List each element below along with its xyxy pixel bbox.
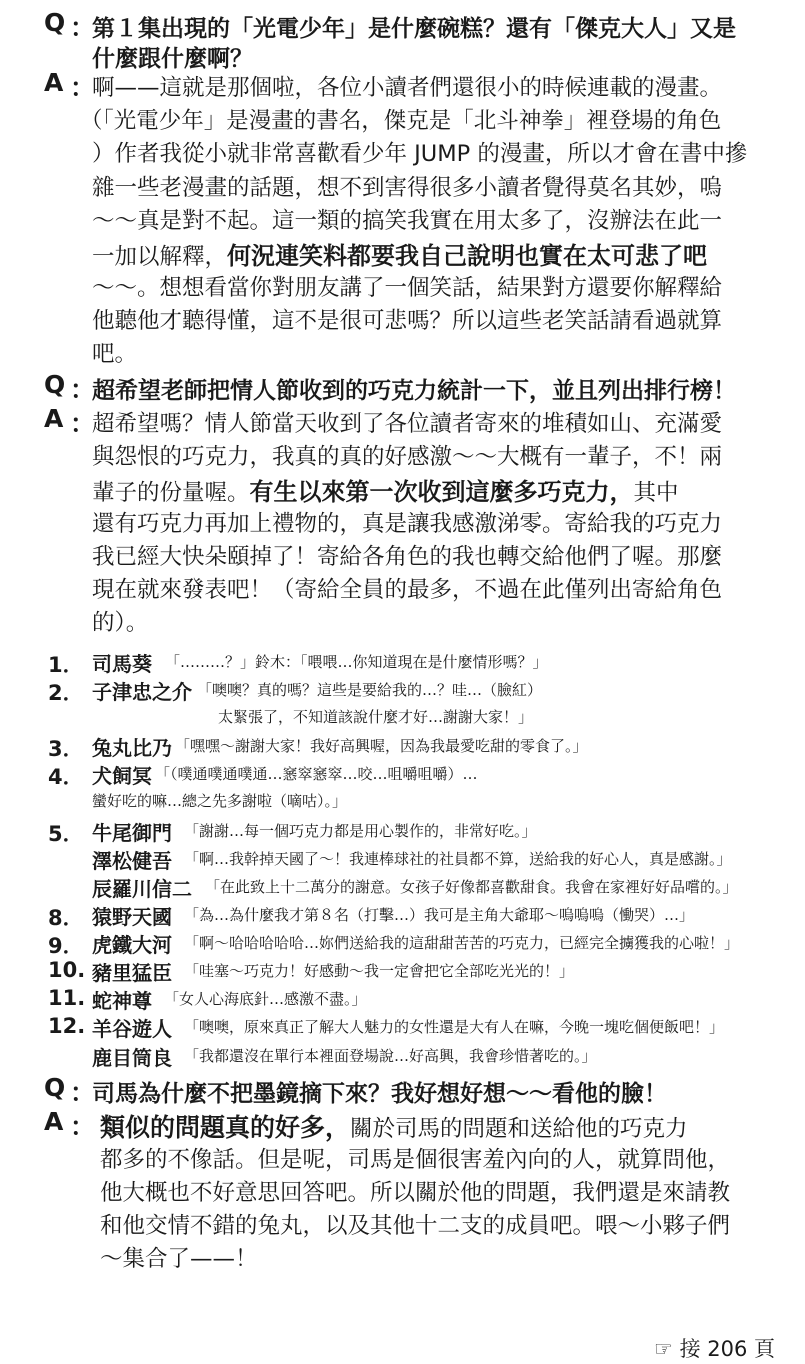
qa2-answer-emphasis: 有生以來第一次收到這麼多巧克力， xyxy=(249,478,634,506)
qa2-answer-line-5: 我已經大快朵頤掉了！寄給各角色的我也轉交給他們了喔。那麼 xyxy=(92,544,723,570)
rank-number: 3． xyxy=(48,737,84,761)
qa1-answer-line-4: 雜一些老漫畫的話題，想不到害得很多小讀者覺得莫名其妙，嗚 xyxy=(92,175,723,201)
qa2-answer-line-4: 還有巧克力再加上禮物的，真是讓我感激涕零。寄給我的巧克力 xyxy=(92,511,723,537)
qa1-answer-emphasis: 何況連笑料都要我自己說明也實在太可悲了吧 xyxy=(227,242,708,270)
rank-character-name: 鹿目筒良 xyxy=(92,1046,172,1070)
continued-on-page-text: 接 206 頁 xyxy=(679,1337,775,1361)
rank-number: 12. xyxy=(48,1014,86,1038)
rank-character-name: 辰羅川信二 xyxy=(92,877,192,901)
qa3-answer-line-2: 都多的不像話。但是呢，司馬是個很害羞內向的人，就算問他， xyxy=(100,1147,731,1173)
qa3-answer-line-5: ～集合了——！ xyxy=(100,1246,258,1272)
rank-character-name: 羊谷遊人 xyxy=(92,1017,172,1041)
qa1-answer-line-9: 吧。 xyxy=(92,341,138,367)
qa1-answer-line-6-plain: 一加以解釋， xyxy=(92,244,228,270)
qa2-answer-line-7: 的）。 xyxy=(92,610,149,636)
rank-number: 8． xyxy=(48,906,84,930)
rank-character-quote: 「哇塞～巧克力！好感動～我一定會把它全部吃光光的！」 xyxy=(184,962,575,980)
qa3-answer-line-1-plain: 關於司馬的問題和送給他的巧克力 xyxy=(350,1116,688,1142)
rank-character-name: 豬里猛臣 xyxy=(92,961,172,985)
qa1-answer-line-6 xyxy=(92,236,707,271)
qa1-answer-line-8: 他聽他才聽得懂，這不是很可悲嗎？所以這些老笑話請看過就算 xyxy=(92,308,723,334)
rank-character-quote: 「為…為什麼我才第８名（打擊…）我可是主角大爺耶～嗚嗚嗚（慟哭）…」 xyxy=(184,906,695,924)
rank-number: 2． xyxy=(48,681,84,705)
qa3-question: 司馬為什麼不把墨鏡摘下來？我好想好想～～看他的臉！ xyxy=(92,1081,667,1107)
qa1-answer-line-1: 啊——這就是那個啦，各位小讀者們還很小的時候連載的漫畫。 xyxy=(92,75,723,101)
rank-character-name: 子津忠之介 xyxy=(92,680,192,704)
qa3-answer-line-3: 他大概也不好意思回答吧。所以關於他的問題，我們還是來請教 xyxy=(100,1180,731,1206)
qa2-answer-line-6: 現在就來發表吧！（寄給全員的最多，不過在此僅列出寄給角色 xyxy=(92,577,723,603)
rank-character-quote: 「啊～哈哈哈哈哈…妳們送給我的這甜甜苦苦的巧克力，已經完全擄獲我的心啦！」 xyxy=(184,934,740,952)
qa2-question: 超希望老師把情人節收到的巧克力統計一下，並且列出排行榜！ xyxy=(92,378,736,404)
qa2-answer-line-1: 超希望嗎？情人節當天收到了各位讀者寄來的堆積如山、充滿愛 xyxy=(92,411,723,437)
qa1-answer-line-3: ）作者我從小就非常喜歡看少年 JUMP 的漫畫，所以才會在書中摻 xyxy=(92,141,748,167)
qa2-answer-line-3 xyxy=(92,472,679,507)
continued-on-page-note xyxy=(654,1333,775,1363)
rank-number: 5． xyxy=(48,822,84,846)
rank-character-quote: 「謝謝…每一個巧克力都是用心製作的，非常好吃。」 xyxy=(184,822,537,840)
rank-number: 1． xyxy=(48,653,84,677)
rank-character-quote: 「………？」鈴木：「喂喂…你知道現在是什麼情形嗎？」 xyxy=(165,653,548,671)
qa2-answer-line-3-plain: 輩子的份量喔。 xyxy=(92,480,250,506)
qa3-answer-line-1 xyxy=(100,1108,688,1144)
rank-character-name: 虎鐵大河 xyxy=(92,933,172,957)
rank-number: 10. xyxy=(48,958,86,982)
rank-character-name: 司馬葵 xyxy=(92,652,152,676)
rank-character-quote-continued: 太緊張了，不知道該說什麼才好…謝謝大家！」 xyxy=(218,708,534,726)
rank-character-quote: 「（噗通噗通噗通…窸窣窸窣…咬…咀嚼咀嚼）… xyxy=(155,765,478,783)
rank-character-quote-continued: 蠻好吃的嘛…總之先多謝啦（嘀咕）。」 xyxy=(92,792,348,810)
rank-character-quote: 「女人心海底針…感激不盡。」 xyxy=(164,990,367,1008)
qa1-answer-line-5: ～～真是對不起。這一類的搞笑我實在用太多了，沒辦法在此一 xyxy=(92,208,723,234)
rank-character-name: 澤松健吾 xyxy=(92,849,172,873)
qa2-answer-line-3-tail: 其中 xyxy=(633,480,679,506)
rank-character-quote: 「我都還沒在單行本裡面登場說…好高興，我會珍惜著吃的。」 xyxy=(184,1047,597,1065)
rank-character-quote: 「噢噢，原來真正了解大人魅力的女性還是大有人在嘛，今晚一塊吃個便飯吧！」 xyxy=(184,1018,725,1036)
rank-character-quote: 「噢噢？真的嗎？這些是要給我的…？哇…（臉紅） xyxy=(197,681,543,699)
rank-number: 4． xyxy=(48,765,84,789)
pointing-hand-icon: ☞ xyxy=(654,1337,673,1361)
rank-character-name: 蛇神尊 xyxy=(92,989,152,1013)
rank-character-quote: 「在此致上十二萬分的謝意。女孩子好像都喜歡甜食。我會在家裡好好品嚐的。」 xyxy=(205,878,738,896)
qa3-answer-emphasis: 類似的問題真的好多， xyxy=(100,1113,351,1142)
qa1-answer-line-2: （「光電少年」是漫畫的書名，傑克是「北斗神拳」裡登場的角色 xyxy=(80,108,722,134)
rank-character-quote: 「啊…我幹掉天國了～！我連棒球社的社員都不算，送給我的好心人，真是感謝。」 xyxy=(184,850,732,868)
rank-number: 9． xyxy=(48,934,84,958)
qa1-question-line-2: 什麼跟什麼啊？ xyxy=(92,46,253,72)
rank-character-name: 牛尾御門 xyxy=(92,821,172,845)
rank-number: 11. xyxy=(48,986,86,1010)
rank-character-name: 猿野天國 xyxy=(92,905,172,929)
rank-character-quote: 「嘿嘿～謝謝大家！我好高興喔，因為我最愛吃甜的零食了。」 xyxy=(175,737,588,755)
rank-character-name: 兔丸比乃 xyxy=(92,736,172,760)
qa3-answer-line-4: 和他交情不錯的兔丸，以及其他十二支的成員吧。喂～小夥子們 xyxy=(100,1213,731,1239)
qa2-answer-line-2: 與怨恨的巧克力，我真的真的好感激～～大概有一輩子，不！兩 xyxy=(92,444,723,470)
qa1-question-line-1: 第１集出現的「光電少年」是什麼碗糕？還有「傑克大人」又是 xyxy=(92,16,736,42)
rank-character-name: 犬飼冥 xyxy=(92,764,152,788)
qa1-answer-line-7: ～～。想想看當你對朋友講了一個笑話，結果對方還要你解釋給 xyxy=(92,275,723,301)
manga-faq-page: Q ： 第１集出現的「光電少年」是什麼碗糕？還有「傑克大人」又是 什麼跟什麼啊？ A ： 啊——這就是那個啦，各位小讀者們還很小的時候連載的漫畫。 （「光電少年」是漫畫的書名，傑克是「北斗神拳」裡登場的角色 ）作者我從小就非常喜歡看少年 JUMP 的漫畫，所以才會在書中摻 雜一些老漫畫的話題，想不到害得很多小讀者覺得莫名其妙，嗚 ～～真是對不起。這一類的搞笑我實在用太多了，沒辦法在此一 一加以解釋，何況連笑料都要我自己說明也實在太可悲了吧 ～～。想想看當你對朋友講了一個笑話，結果對方還要你解釋給 他聽他才聽得懂，這不是很可悲嗎？所以這些老笑話請看過就算 吧。 Q ： 超希望老師把情人節收到的巧克力統計一下，並且列出排行榜！ A ： 超希望嗎？情人節當天收到了各位讀者寄來的堆積如山、充滿愛 與怨恨的巧克力，我真的真的好感激～～大概有一輩子，不！兩 輩子的份量喔。有生以來第一次收到這麼多巧克力，其中 還有巧克力再加上禮物的，真是讓我感激涕零。寄給我的巧克力 我已經大快朵頤掉了！寄給各角色的我也轉交給他們了喔。那麼 現在就來發表吧！（寄給全員的最多，不過在此僅列出寄給角色 的）。 1． 司馬葵 「………？」鈴木：「喂喂…你知道現在是什麼情形嗎？」 2． 子津忠之介 「噢噢？真的嗎？這些是要給我的…？哇…（臉紅） 太緊張了，不知道該說什麼才好…謝謝大家！」 3． 兔丸比乃 「嘿嘿～謝謝大家！我好高興喔，因為我最愛吃甜的零食了。」 4． 犬飼冥 「（噗通噗通噗通…窸窣窸窣…咬…咀嚼咀嚼）… 蠻好吃的嘛…總之先多謝啦（嘀咕）。」 5． 牛尾御門 「謝謝…每一個巧克力都是用心製作的，非常好吃。」 澤松健吾 「啊…我幹掉天國了～！我連棒球社的社員都不算，送給我的好心人，真是感謝。」 辰羅川信二 「在此致上十二萬分的謝意。女孩子好像都喜歡甜食。我會在家裡好好品嚐的。」 8． 猿野天國 「為…為什麼我才第８名（打擊…）我可是主角大爺耶～嗚嗚嗚（慟哭）…」 9． 虎鐵大河 「啊～哈哈哈哈哈…妳們送給我的這甜甜苦苦的巧克力，已經完全擄獲我的心啦！」 10. 豬里猛臣 「哇塞～巧克力！好感動～我一定會把它全部吃光光的！」 11. 蛇神尊 「女人心海底針…感激不盡。」 12. 羊谷遊人 「噢噢，原來真正了解大人魅力的女性還是大有人在嘛，今晚一塊吃個便飯吧！」 鹿目筒良 「我都還沒在單行本裡面登場說…好高興，我會珍惜著吃的。」 Q ： 司馬為什麼不把墨鏡摘下來？我好想好想～～看他的臉！ A ： 類似的問題真的好多，關於司馬的問題和送給他的巧克力 都多的不像話。但是呢，司馬是個很害羞內向的人，就算問他， 他大概也不好意思回答吧。所以關於他的問題，我們還是來請教 和他交情不錯的兔丸，以及其他十二支的成員吧。喂～小夥子們 ～集合了——！ ☞ 接 206 頁 xyxy=(44,8,775,1361)
